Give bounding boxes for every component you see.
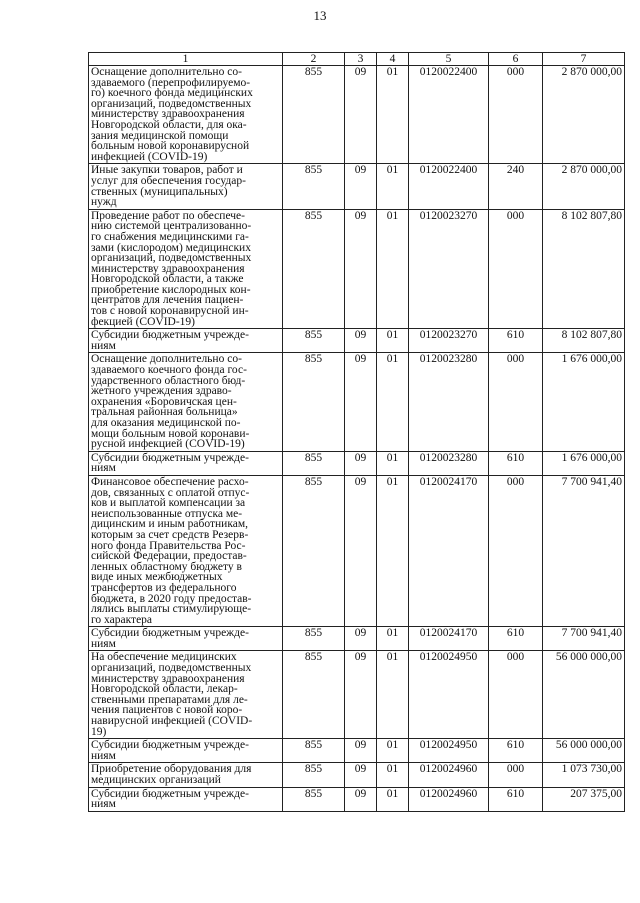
row-section: 09 bbox=[345, 66, 377, 164]
row-grbs: 855 bbox=[283, 209, 345, 329]
table-body bbox=[89, 66, 625, 812]
row-grbs: 855 bbox=[283, 353, 345, 451]
row-expense-type: 610 bbox=[489, 627, 543, 651]
header-col-3: 3 bbox=[345, 53, 377, 66]
row-amount: 7 700 941,40 bbox=[543, 475, 625, 626]
row-expense-type: 000 bbox=[489, 763, 543, 787]
row-grbs: 855 bbox=[283, 739, 345, 763]
table-row bbox=[89, 763, 625, 787]
row-target-article: 0120024950 bbox=[409, 739, 489, 763]
table-row bbox=[89, 651, 625, 739]
row-expense-type: 000 bbox=[489, 651, 543, 739]
row-section: 09 bbox=[345, 329, 377, 353]
row-grbs: 855 bbox=[283, 475, 345, 626]
row-name: Оснащение дополнительно со- здаваемого коечного фонда гос- ударственного областного бюд- жетного учреждения здраво- охранения «Боровичская цен- тральная районная больница» для оказания медицинской по- мощи больным новой коронави- русной инфекцией (COVID-19) bbox=[89, 353, 283, 451]
row-section: 09 bbox=[345, 739, 377, 763]
row-grbs: 855 bbox=[283, 329, 345, 353]
header-col-4: 4 bbox=[377, 53, 409, 66]
row-target-article: 0120024170 bbox=[409, 475, 489, 626]
row-amount: 207 375,00 bbox=[543, 787, 625, 811]
row-section: 09 bbox=[345, 353, 377, 451]
row-subsection: 01 bbox=[377, 209, 409, 329]
row-subsection: 01 bbox=[377, 763, 409, 787]
row-subsection: 01 bbox=[377, 164, 409, 209]
row-grbs: 855 bbox=[283, 164, 345, 209]
row-subsection: 01 bbox=[377, 627, 409, 651]
row-amount: 1 676 000,00 bbox=[543, 451, 625, 475]
row-name: Финансовое обеспечение расхо- дов, связанных с оплатой отпус- ков и выплатой компенсации за неиспользованные отпуска ме- дицинским и иным работникам, которым за счет средств Резерв- ного фонда Правительства Рос- сийской Федерации, предостав- ленных областному бюджету в виде иных межбюджетных трансфертов из федерального бюджета, в 2020 году предостав- лялись выплаты стимулирующе- го характера bbox=[89, 475, 283, 626]
header-col-1: 1 bbox=[89, 53, 283, 66]
row-target-article: 0120023270 bbox=[409, 209, 489, 329]
row-name: На обеспечение медицинских организаций, подведомственных министерству здравоохранения Новгородской области, лекар- ственными препаратами для ле- чения пациентов с новой коро- навирусной инфекцией (COVID- 19) bbox=[89, 651, 283, 739]
row-section: 09 bbox=[345, 209, 377, 329]
row-name: Субсидии бюджетным учрежде- ниям bbox=[89, 627, 283, 651]
row-name: Субсидии бюджетным учрежде- ниям bbox=[89, 739, 283, 763]
row-grbs: 855 bbox=[283, 451, 345, 475]
row-section: 09 bbox=[345, 651, 377, 739]
row-subsection: 01 bbox=[377, 739, 409, 763]
row-name: Субсидии бюджетным учрежде- ниям bbox=[89, 787, 283, 811]
row-section: 09 bbox=[345, 451, 377, 475]
row-amount: 56 000 000,00 bbox=[543, 739, 625, 763]
header-col-2: 2 bbox=[283, 53, 345, 66]
row-expense-type: 610 bbox=[489, 739, 543, 763]
row-subsection: 01 bbox=[377, 451, 409, 475]
row-target-article: 0120022400 bbox=[409, 164, 489, 209]
row-subsection: 01 bbox=[377, 329, 409, 353]
row-name: Приобретение оборудования для медицинских организаций bbox=[89, 763, 283, 787]
row-expense-type: 000 bbox=[489, 66, 543, 164]
header-row bbox=[89, 53, 625, 66]
row-amount: 2 870 000,00 bbox=[543, 66, 625, 164]
row-expense-type: 240 bbox=[489, 164, 543, 209]
row-grbs: 855 bbox=[283, 627, 345, 651]
row-grbs: 855 bbox=[283, 66, 345, 164]
row-grbs: 855 bbox=[283, 763, 345, 787]
row-expense-type: 000 bbox=[489, 209, 543, 329]
row-amount: 2 870 000,00 bbox=[543, 164, 625, 209]
row-amount: 8 102 807,80 bbox=[543, 329, 625, 353]
row-subsection: 01 bbox=[377, 353, 409, 451]
row-grbs: 855 bbox=[283, 787, 345, 811]
page-number: 13 bbox=[313, 8, 327, 23]
table-row bbox=[89, 475, 625, 626]
row-subsection: 01 bbox=[377, 475, 409, 626]
row-name: Субсидии бюджетным учрежде- ниям bbox=[89, 329, 283, 353]
row-name: Субсидии бюджетным учрежде- ниям bbox=[89, 451, 283, 475]
header-col-7: 7 bbox=[543, 53, 625, 66]
row-amount: 8 102 807,80 bbox=[543, 209, 625, 329]
table-row bbox=[89, 787, 625, 811]
row-expense-type: 000 bbox=[489, 475, 543, 626]
row-expense-type: 000 bbox=[489, 353, 543, 451]
table-row bbox=[89, 627, 625, 651]
table-row bbox=[89, 739, 625, 763]
row-subsection: 01 bbox=[377, 66, 409, 164]
row-amount: 7 700 941,40 bbox=[543, 627, 625, 651]
row-subsection: 01 bbox=[377, 651, 409, 739]
row-amount: 1 676 000,00 bbox=[543, 353, 625, 451]
row-target-article: 0120024950 bbox=[409, 651, 489, 739]
table-row bbox=[89, 451, 625, 475]
row-name: Оснащение дополнительно со- здаваемого (перепрофилируемо- го) коечного фонда медицинских организаций, подведомственных министерству здравоохранения Новгородской области, для ока- зания медицинской помощи больным новой коронавирусной инфекцией (COVID-19) bbox=[89, 66, 283, 164]
row-target-article: 0120023280 bbox=[409, 353, 489, 451]
row-name: Проведение работ по обеспече- нию системой централизованно- го снабжения медицинскими га- зами (кислородом) медицинских организаций, подведомственных министерству здравоохранения Новгородской области, а также приобретение кислородных кон- центратов для лечения пациен- тов с новой коронавирусной ин- фекцией (COVID-19) bbox=[89, 209, 283, 329]
row-target-article: 0120022400 bbox=[409, 66, 489, 164]
table-row bbox=[89, 329, 625, 353]
row-section: 09 bbox=[345, 787, 377, 811]
row-expense-type: 610 bbox=[489, 451, 543, 475]
row-section: 09 bbox=[345, 627, 377, 651]
row-target-article: 0120023280 bbox=[409, 451, 489, 475]
row-section: 09 bbox=[345, 475, 377, 626]
table-row bbox=[89, 353, 625, 451]
row-target-article: 0120024170 bbox=[409, 627, 489, 651]
row-target-article: 0120024960 bbox=[409, 763, 489, 787]
row-target-article: 0120024960 bbox=[409, 787, 489, 811]
row-subsection: 01 bbox=[377, 787, 409, 811]
row-amount: 1 073 730,00 bbox=[543, 763, 625, 787]
row-expense-type: 610 bbox=[489, 787, 543, 811]
budget-table bbox=[88, 52, 625, 812]
row-grbs: 855 bbox=[283, 651, 345, 739]
row-target-article: 0120023270 bbox=[409, 329, 489, 353]
header-col-6: 6 bbox=[489, 53, 543, 66]
header-col-5: 5 bbox=[409, 53, 489, 66]
table-row bbox=[89, 164, 625, 209]
row-amount: 56 000 000,00 bbox=[543, 651, 625, 739]
table-row bbox=[89, 66, 625, 164]
row-section: 09 bbox=[345, 763, 377, 787]
row-name: Иные закупки товаров, работ и услуг для обеспечения государ- ственных (муниципальных) нужд bbox=[89, 164, 283, 209]
row-section: 09 bbox=[345, 164, 377, 209]
row-expense-type: 610 bbox=[489, 329, 543, 353]
table-row bbox=[89, 209, 625, 329]
